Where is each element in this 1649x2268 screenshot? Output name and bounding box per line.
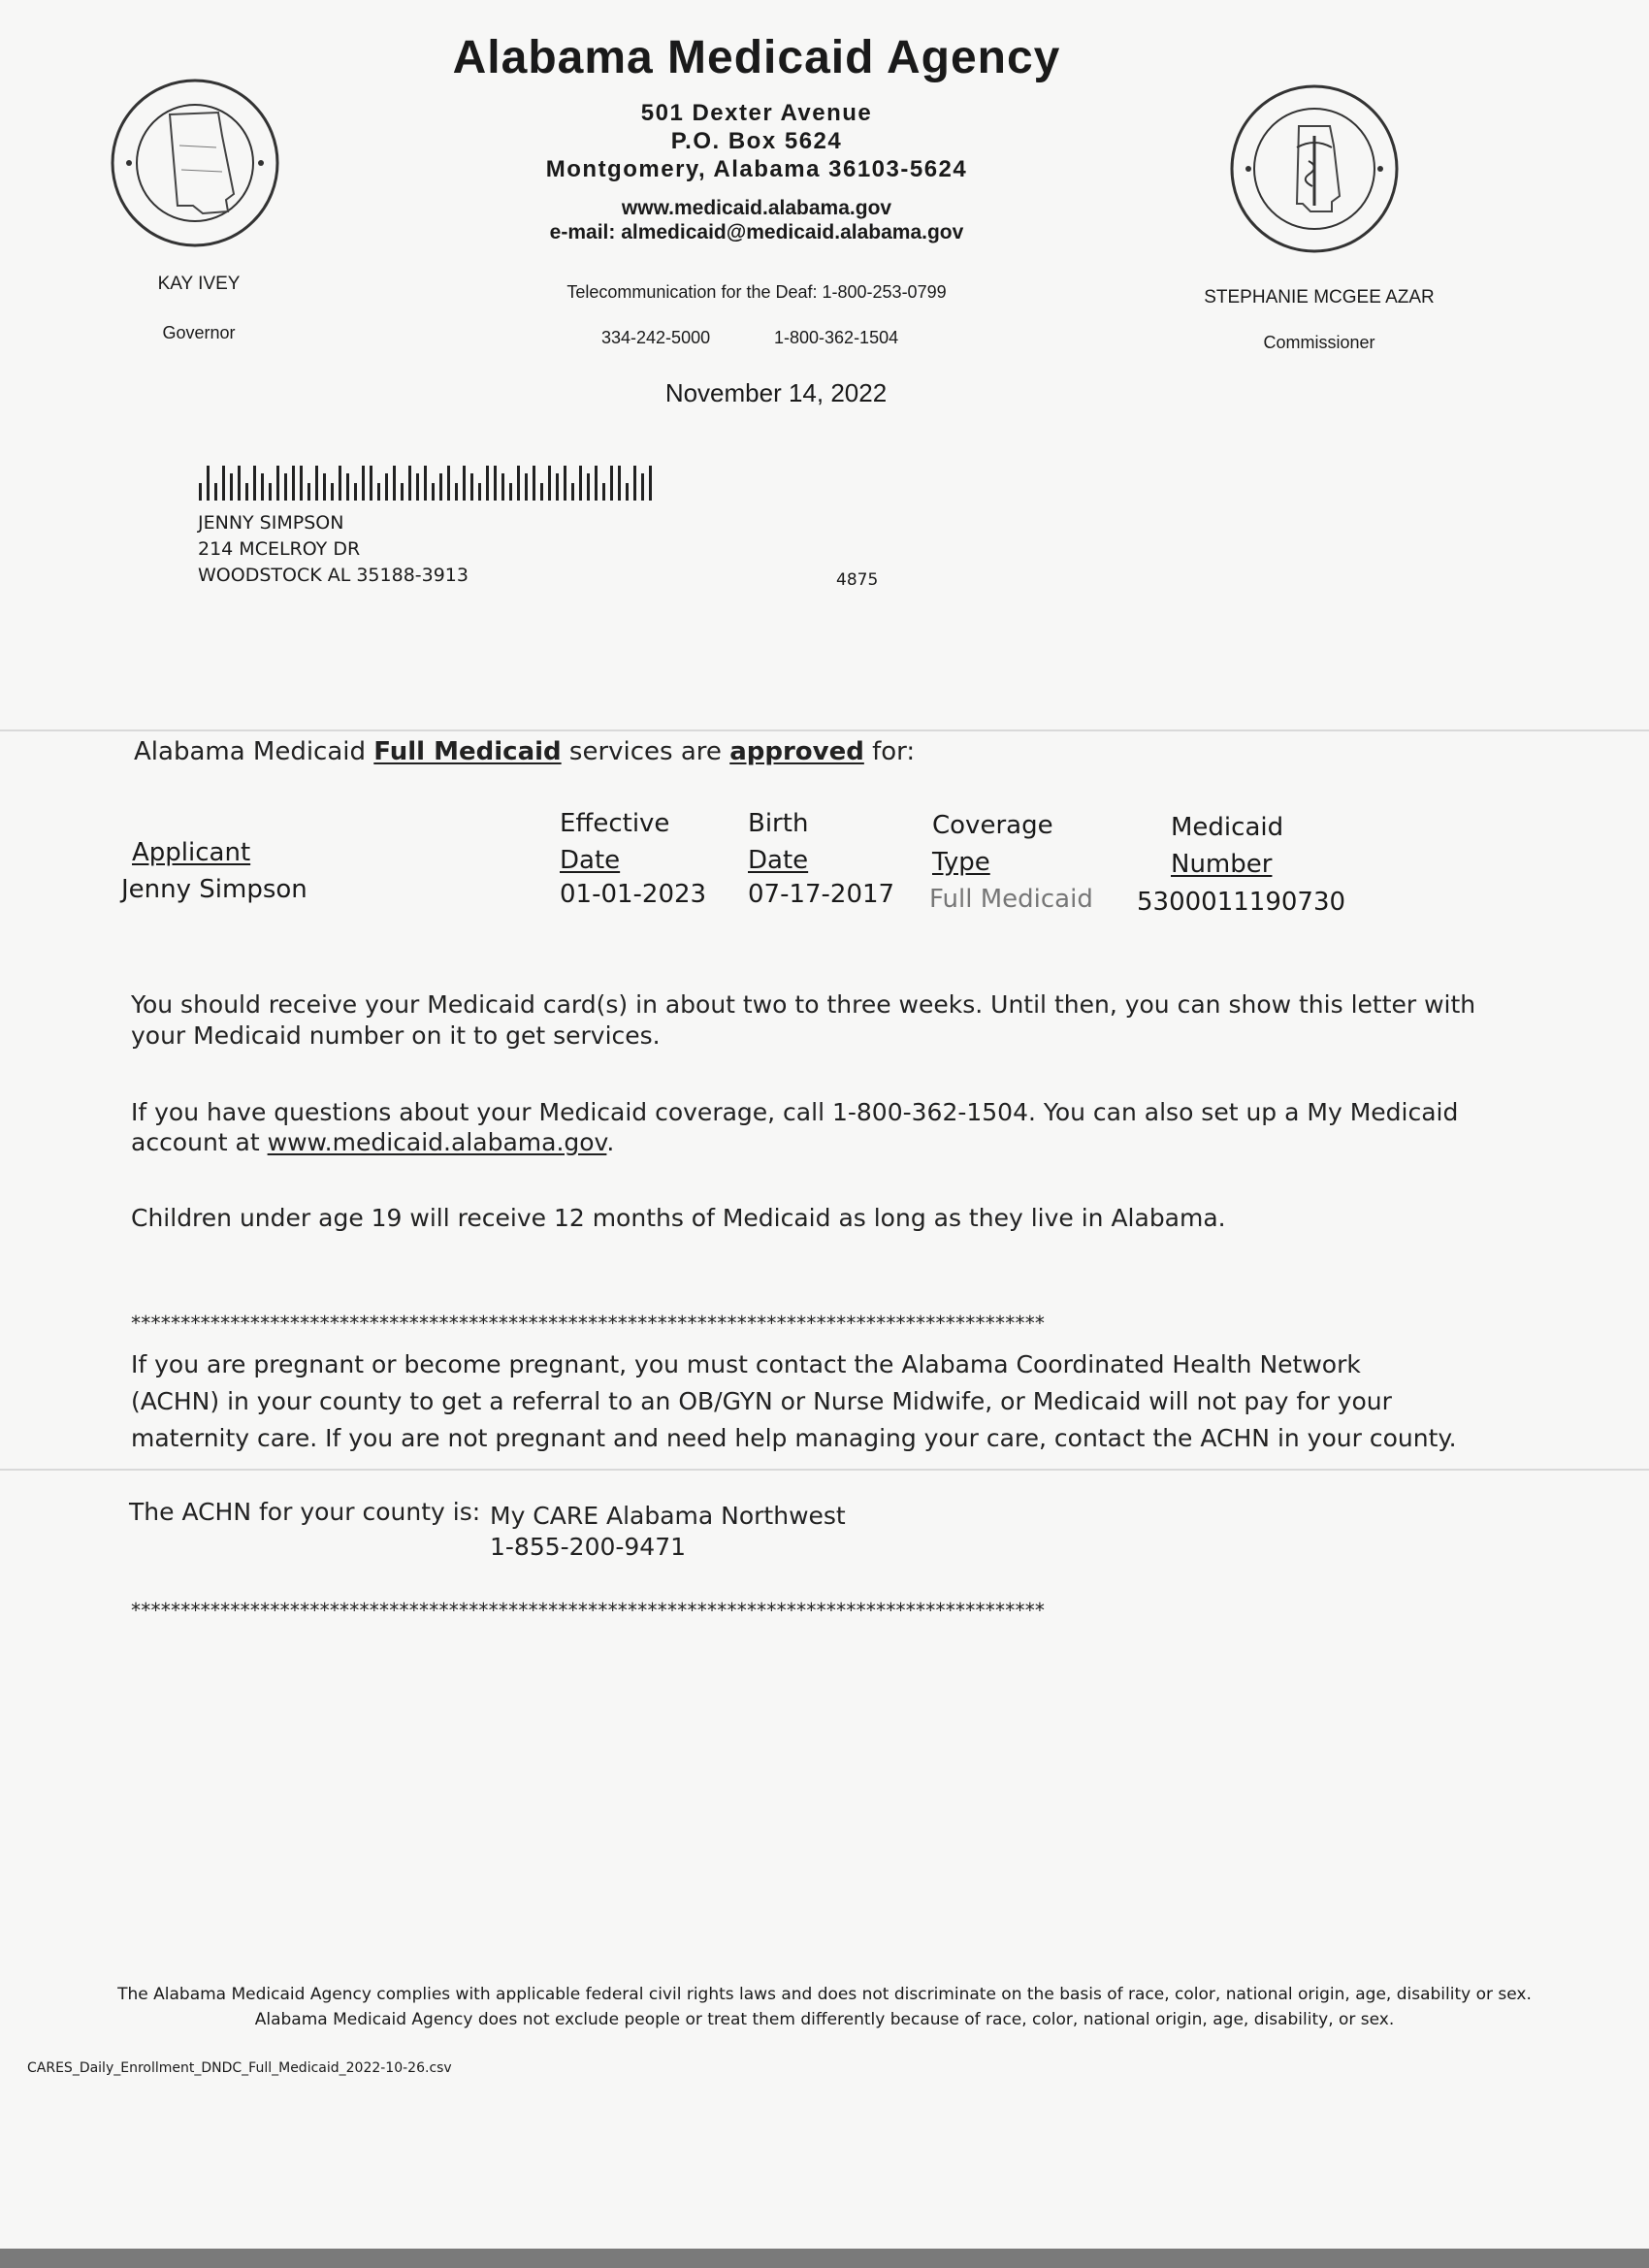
effective-date-header — [560, 805, 669, 879]
coverage-type-value: Full Medicaid — [929, 885, 1093, 914]
questions-paragraph-line2 — [131, 1128, 614, 1156]
letter-date: November 14, 2022 — [664, 378, 888, 407]
recipient-code: 4875 — [836, 570, 879, 590]
fold-line — [0, 729, 1649, 731]
governor-name: KAY IVEY — [157, 274, 241, 294]
number-header-line2: Number — [1171, 850, 1273, 879]
coverage-type-header — [932, 807, 1053, 881]
medicaid-website-link[interactable]: www.medicaid.alabama.gov — [267, 1128, 607, 1156]
medicaid-number-header — [1171, 809, 1283, 883]
alabama-great-seal-icon — [110, 78, 280, 248]
commissioner-title: Commissioner — [1263, 333, 1375, 352]
achn-name: My CARE Alabama Northwest — [490, 1502, 846, 1530]
alabama-medicaid-seal-icon — [1229, 83, 1400, 254]
birth-header-line2: Date — [748, 846, 809, 875]
commissioner-name: STEPHANIE MCGEE AZAR — [1204, 287, 1435, 308]
pregnant-paragraph-line3: maternity care. If you are not pregnant and need help managing your care, contact the ACHN in your county. — [131, 1424, 1457, 1452]
medicaid-number-value: 5300011190730 — [1137, 888, 1346, 917]
effective-header-line1: Effective — [560, 809, 670, 838]
pregnant-paragraph-line2: (ACHN) in your county to get a referral to an OB/GYN or Nurse Midwife, or Medicaid will not pay for your — [131, 1387, 1392, 1415]
phone-local: 334-242-5000 — [601, 328, 711, 347]
fold-line-lower — [0, 1469, 1649, 1471]
pregnant-paragraph-line1: If you are pregnant or become pregnant, you must contact the Alabama Coordinated Health Network — [131, 1350, 1361, 1378]
governor-title: Governor — [162, 323, 236, 342]
coverage-header-line2: Type — [932, 848, 990, 877]
agency-website[interactable]: www.medicaid.alabama.gov — [621, 197, 892, 219]
effective-date-value: 01-01-2023 — [560, 880, 707, 909]
recipient-city: WOODSTOCK AL 35188-3913 — [198, 565, 469, 586]
footer-file-name: CARES_Daily_Enrollment_DNDC_Full_Medicaid_2022-10-26.csv — [27, 2060, 452, 2076]
applicant-header-label: Applicant — [132, 838, 251, 867]
children-paragraph: Children under age 19 will receive 12 months of Medicaid as long as they live in Alabama. — [131, 1204, 1226, 1232]
footer-nondiscrimination-line1: The Alabama Medicaid Agency complies with applicable federal civil rights laws and does not discriminate on the basis of race, color, national origin, age, disability or sex. — [117, 1985, 1532, 2004]
tdd-phone: Telecommunication for the Deaf: 1-800-253-0799 — [566, 282, 947, 302]
agency-city: Montgomery, Alabama 36103-5624 — [545, 156, 968, 182]
scan-bottom-edge — [0, 2249, 1649, 2268]
left-seal-text — [110, 155, 280, 156]
number-header-line1: Medicaid — [1171, 813, 1284, 842]
card-paragraph-line2: your Medicaid number on it to get services. — [131, 1021, 661, 1050]
applicant-name: Jenny Simpson — [121, 875, 307, 904]
separator-top: ******************************************************************************************** — [130, 1312, 1045, 1335]
birth-header-line1: Birth — [748, 809, 809, 838]
effective-header-line2: Date — [560, 846, 621, 875]
approval-suffix: for: — [863, 737, 916, 766]
approval-middle: services are — [561, 737, 730, 766]
questions-paragraph-line1: If you have questions about your Medicaid coverage, call 1-800-362-1504. You can also set up a My Medicaid — [131, 1098, 1459, 1126]
footer-nondiscrimination-line2: Alabama Medicaid Agency does not exclude people or treat them differently because of race, color, national origin, age, disability, or sex. — [254, 2010, 1395, 2029]
approval-program: Full Medicaid — [373, 737, 562, 766]
agency-name: Alabama Medicaid Agency — [452, 32, 1061, 83]
agency-po-box: P.O. Box 5624 — [670, 128, 843, 154]
approval-statement — [134, 737, 915, 766]
postal-barcode-icon — [199, 466, 732, 501]
applicant-header — [132, 834, 250, 871]
agency-email[interactable]: e-mail: almedicaid@medicaid.alabama.gov — [549, 221, 964, 243]
questions-account-suffix: . — [606, 1128, 615, 1156]
recipient-street: 214 MCELROY DR — [198, 538, 361, 560]
approval-prefix: Alabama Medicaid — [134, 737, 374, 766]
approval-status: approved — [729, 737, 864, 766]
coverage-header-line1: Coverage — [932, 811, 1053, 840]
separator-bottom: ******************************************************************************************** — [130, 1599, 1045, 1622]
recipient-name: JENNY SIMPSON — [198, 512, 344, 534]
card-paragraph-line1: You should receive your Medicaid card(s) in about two to three weeks. Until then, you can show this letter with — [131, 990, 1476, 1019]
agency-street: 501 Dexter Avenue — [640, 100, 873, 126]
achn-phone: 1-855-200-9471 — [490, 1533, 687, 1561]
right-seal-text — [1229, 165, 1400, 166]
achn-label: The ACHN for your county is: — [129, 1498, 481, 1526]
questions-account-prefix: account at — [131, 1128, 268, 1156]
birth-date-header — [748, 805, 808, 879]
phone-tollfree: 1-800-362-1504 — [774, 328, 899, 347]
birth-date-value: 07-17-2017 — [748, 880, 895, 909]
